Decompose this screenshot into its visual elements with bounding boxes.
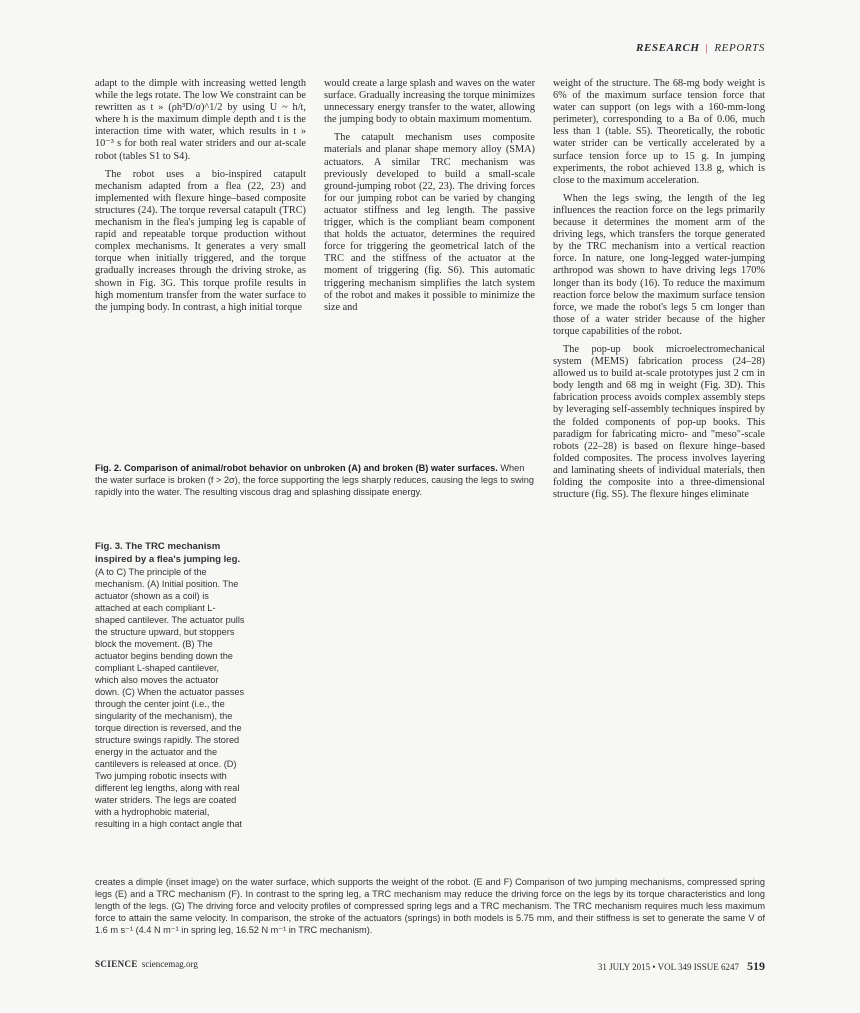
- paragraph: weight of the structure. The 68-mg body weight is 6% of the maximum surface tension force that water can support (on legs with a 160-mm-long perimeter), corresponding to a Ba of 0.06, much less than 1 (table. S5). Theoretically, the robotic water strider can be vertically accelerated by a surface tension force up to 15 g. In jumping experiments, the robot achieved 13.8 g, which is close to the maximum acceleration.: [553, 78, 765, 186]
- paragraph: would create a large splash and waves on the water surface. Gradually increasing the torque minimizes unnecessary energy transfer to the water, allowing the jumping body to obtain maximum momentum.: [324, 78, 535, 126]
- text-column-2: [324, 78, 535, 320]
- fig3-caption-wide: creates a dimple (inset image) on the water surface, which supports the weight of the robot. (E and F) Comparison of two jumping mechanisms, compressed spring legs (E) and a TRC mechanism (F). In contrast to the spring leg, a TRC mechanism may reduce the driving force on the legs by its torque characteristics and long length of the legs. (G) The driving force and velocity profiles of compressed spring legs and a TRC mechanism. The TRC mechanism requires much less maximum force to attain the same velocity. In comparison, the stroke of the actuators (springs) in both models is 5.75 mm, and their stiffness is set to generate the same V of 1.6 m s⁻¹ (4.4 N m⁻¹ in spring leg, 16.52 N m⁻¹ in TRC mechanism).: [95, 877, 765, 935]
- fig2-caption-title: Fig. 2. Comparison of animal/robot behavior on unbroken (A) and broken (B) water surfaces.: [95, 463, 498, 473]
- journal-name: SCIENCE: [95, 959, 138, 969]
- text-column-1: [95, 78, 306, 320]
- paragraph: The pop-up book microelectromechanical system (MEMS) fabrication process (24–28) allowed us to build at-scale prototypes just 2 cm in body length and 68 mg in weight (Fig. 3D). This fabrication process avoids complex assembly steps by leveraging self-assembly techniques inspired by the folded components of pop-up books. This paradigm for fabricating micro- and "meso"-scale robots (22–28) is based on flexure hinge–based folded composites. The process involves layering and laminating sheets of individual materials, then folding the composite into a three-dimensional structure (fig. S5). The flexure hinges eliminate: [553, 343, 765, 501]
- page-footer: [95, 959, 765, 973]
- subsection-label: REPORTS: [714, 42, 765, 54]
- paragraph: The catapult mechanism uses composite materials and planar shape memory alloy (SMA) actuators. A similar TRC mechanism was previously developed to build a small-scale ground-jumping robot (22, 23). The driving forces for our jumping robot can be varied by changing actuator stiffness and leg length. The passive trigger, which is the compliant beam component that holds the actuator, determines the required force for triggering the geometrical latch of the TRC and the stiffness of the actuator at the moment of triggering (fig. S6). This automatic triggering mechanism simplifies the latch system of the robot and makes it possible to minimize the size and: [324, 132, 535, 313]
- running-header: [636, 42, 765, 54]
- paragraph: When the legs swing, the length of the leg influences the reaction force on the legs primarily because it determines the moment arm of the driving legs, which transfers the torque generated by the TRC mechanism into a vertical reaction force. In nature, one long-legged water-jumping arthropod was shown to have driving legs 170% longer than its body (16). To reduce the maximum reaction force below the maximum surface tension force, we made the robot's legs 5 cm longer than those of a water strider because of the higher torque capabilities of the robot.: [553, 192, 765, 337]
- fig2-caption: [95, 462, 537, 498]
- issue-info: 31 JULY 2015 • VOL 349 ISSUE 6247: [597, 962, 739, 972]
- fig3-caption-side: [95, 540, 245, 830]
- paragraph: adapt to the dimple with increasing wetted length while the legs rotate. The low We constraint can be rewritten as t » (ρh³D/σ)^1/2 by using U ~ h/t, where h is the maximum dimple depth and t is the interaction time with water, which results in t » 10⁻³ s for both real water striders and our at-scale robot (tables S1 to S4).: [95, 78, 306, 162]
- section-label: RESEARCH: [636, 42, 700, 54]
- text-column-3: [553, 78, 765, 507]
- paragraph: The robot uses a bio-inspired catapult mechanism adapted from a flea (22, 23) and implemented with flexure hinge–based composite structures (24). The torque reversal catapult (TRC) mechanism in the flea's jumping leg is capable of rapid and repeatable torque production without complex mechanisms. It generates a very small torque when initially triggered, and the torque gradually increases through the driving stroke, as shown in Fig. 3G. This torque profile results in high momentum transfer from the water surface to the jumping body. In contrast, a high initial torque: [95, 168, 306, 313]
- header-separator: |: [705, 42, 709, 54]
- page-number: 519: [747, 959, 765, 973]
- fig2-caption-body: When the water surface is broken (f > 2σ), the force supporting the legs sharply reduces, causing the legs to swing rapidly into the water. The resulting viscous drag and splashing dissipate energy.: [95, 463, 534, 497]
- fig3-caption-title: Fig. 3. The TRC mechanism inspired by a flea's jumping leg.: [95, 541, 241, 565]
- fig3-caption-side-text: (A to C) The principle of the mechanism. (A) Initial position. The actuator (shown as a coil) is attached at each compliant L-shaped cantilever. The actuator pulls the structure upward, but stoppers block the movement. (B) The actuator begins bending down the compliant L-shaped cantilever, which also moves the actuator down. (C) When the actuator passes through the center joint (i.e., the singularity of the mechanism), the torque direction is reversed, and the structure swings rapidly. The stored energy in the actuator and the cantilevers is released at once. (D) Two jumping robotic insects with different leg lengths, along with real water striders. The legs are coated with a hydrophobic material, resulting in a high contact angle that: [95, 567, 245, 829]
- journal-site: sciencemag.org: [141, 959, 198, 969]
